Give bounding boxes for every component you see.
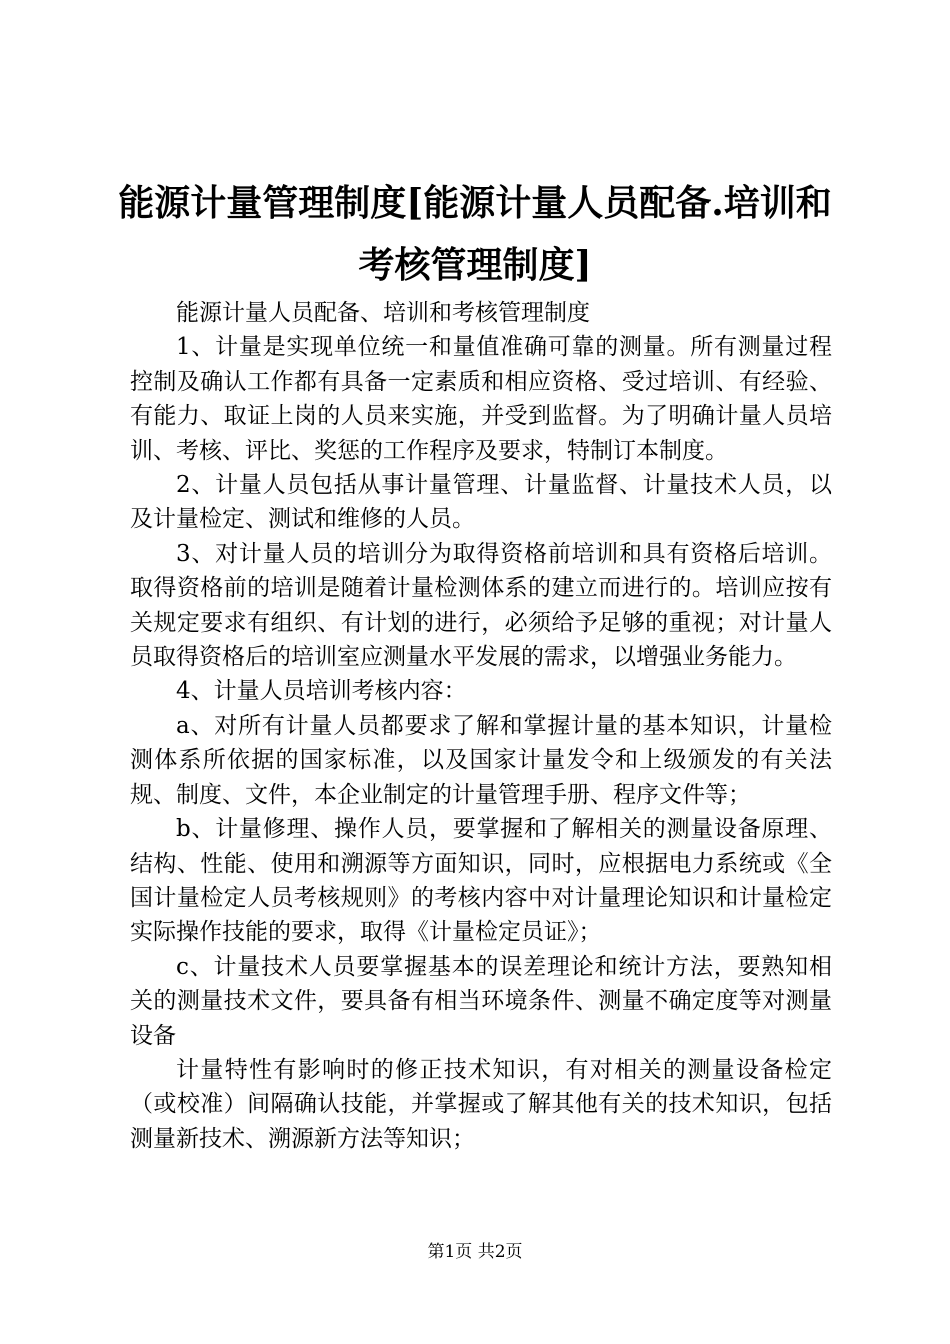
paragraph-2: 2、计量人员包括从事计量管理、计量监督、计量技术人员，以及计量检定、测试和维修的人员。 [130, 472, 832, 533]
paragraph-4a: a、对所有计量人员都要求了解和掌握计量的基本知识，计量检测体系所依据的国家标准，以及国家计量发令和上级颁发的有关法规、制度、文件，本企业制定的计量管理手册、程序文件等； [130, 712, 832, 808]
paragraph-4c: c、计量技术人员要掌握基本的误差理论和统计方法，要熟知相关的测量技术文件，要具备有相当环境条件、测量不确定度等对测量设备 [130, 953, 832, 1049]
page-number-footer: 第1页 共2页 [427, 1242, 523, 1262]
paragraph-4: 4、计量人员培训考核内容： [176, 678, 467, 705]
document-body [130, 296, 832, 1156]
paragraph-heading: 能源计量人员配备、培训和考核管理制度 [176, 300, 590, 326]
paragraph-3: 3、对计量人员的培训分为取得资格前培训和具有资格后培训。取得资格前的培训是随着计量检测体系的建立而进行的。培训应按有关规定要求有组织、有计划的进行，必须给予足够的重视；对计量人员取得资格后的培训室应测量水平发展的需求，以增强业务能力。 [130, 540, 832, 671]
document-title: 能源计量管理制度[能源计量人员配备.培训和考核管理制度] [118, 182, 832, 286]
paragraph-4c-continued: 计量特性有影响时的修正技术知识，有对相关的测量设备检定（或校准）间隔确认技能，并掌握或了解其他有关的技术知识，包括测量新技术、溯源新方法等知识； [130, 1056, 832, 1152]
paragraph-1: 1、计量是实现单位统一和量值准确可靠的测量。所有测量过程控制及确认工作都有具备一定素质和相应资格、受过培训、有经验、有能力、取证上岗的人员来实施，并受到监督。为了明确计量人员培训、考核、评比、奖惩的工作程序及要求，特制订本制度。 [130, 334, 832, 464]
paragraph-4b: b、计量修理、操作人员，要掌握和了解相关的测量设备原理、结构、性能、使用和溯源等方面知识，同时，应根据电力系统或《全国计量检定人员考核规则》的考核内容中对计量理论知识和计量检定实际操作技能的要求，取得《计量检定员证》； [130, 816, 832, 946]
